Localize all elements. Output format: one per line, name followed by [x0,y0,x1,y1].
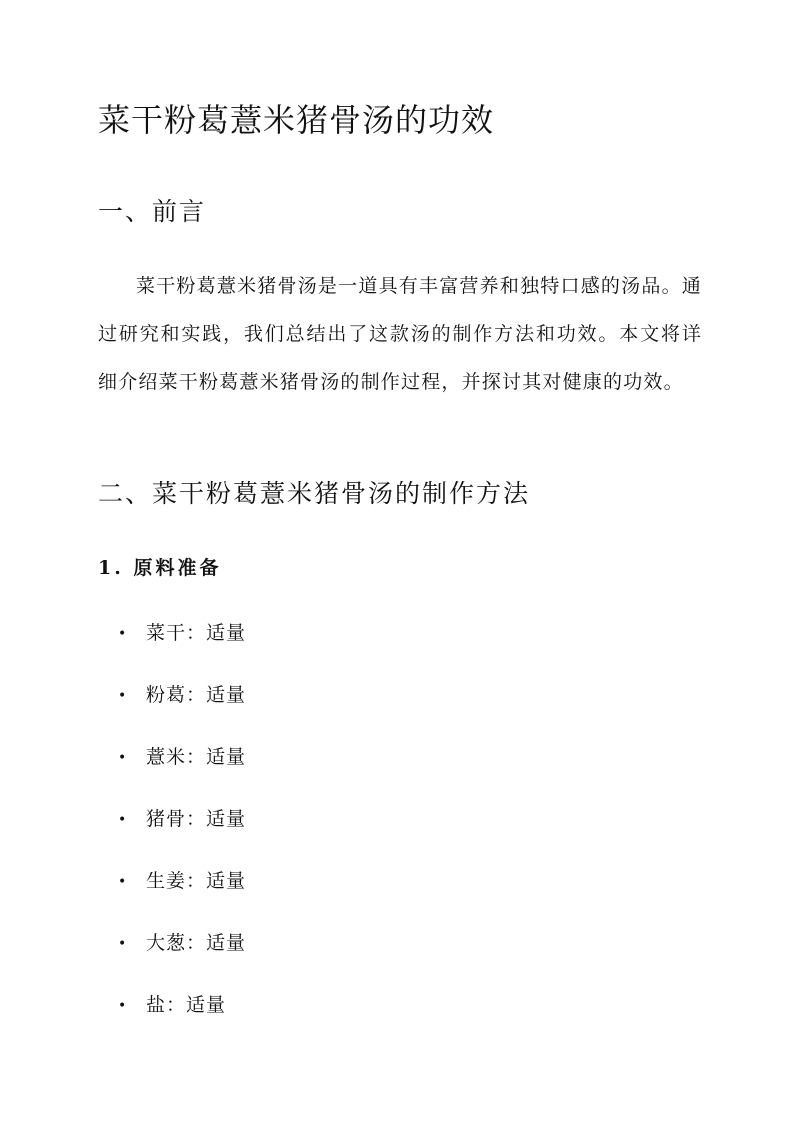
list-item [118,739,246,801]
bullet-icon: • [118,626,128,642]
subheading-ingredients: 1. 原料准备 [98,557,222,579]
bullet-icon: • [118,688,128,704]
ingredient-list [118,615,246,1049]
ingredient-text: 猪骨：适量 [146,808,247,830]
bullet-icon: • [118,936,128,952]
ingredient-text: 粉葛：适量 [146,684,247,706]
document-title: 菜干粉葛薏米猪骨汤的功效 [98,101,495,139]
list-item [118,987,246,1049]
ingredient-text: 菜干：适量 [146,622,247,644]
list-item [118,677,246,739]
bullet-icon: • [118,812,128,828]
list-item [118,615,246,677]
ingredient-text: 盐：适量 [146,994,227,1016]
bullet-icon: • [118,998,128,1014]
list-item [118,863,246,925]
list-item [118,925,246,987]
ingredient-text: 薏米：适量 [146,746,247,768]
preface-paragraph: 菜干粉葛薏米猪骨汤是一道具有丰富营养和独特口感的汤品。通过研究和实践，我们总结出了这款汤的制作方法和功效。本文将详细介绍菜干粉葛薏米猪骨汤的制作过程，并探讨其对健康的功效。 [98,275,702,393]
ingredient-text: 大葱：适量 [146,932,247,954]
section-heading-preface: 一、前言 [98,197,207,226]
ingredient-text: 生姜：适量 [146,870,247,892]
section-heading-method: 二、菜干粉葛薏米猪骨汤的制作方法 [98,479,531,508]
bullet-icon: • [118,874,128,890]
list-item [118,801,246,863]
bullet-icon: • [118,750,128,766]
